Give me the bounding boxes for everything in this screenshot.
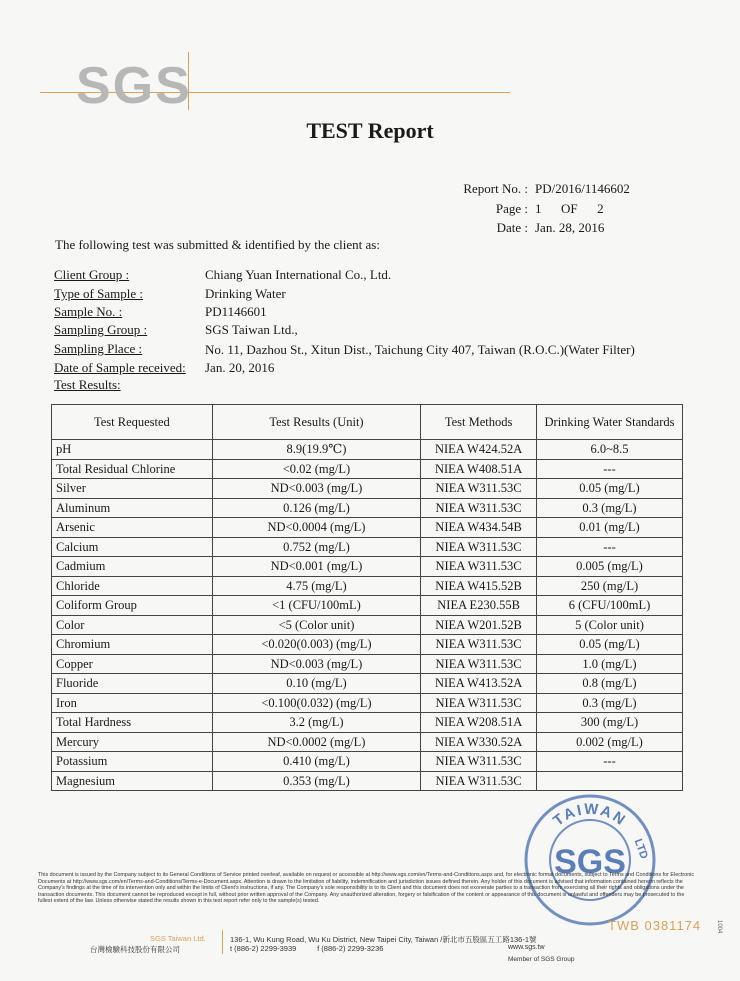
test-result-cell: 8.9(19.9℃) [212, 440, 420, 460]
table-row [52, 576, 683, 596]
standard-cell: 0.002 (mg/L) [537, 732, 683, 752]
table-row [52, 440, 683, 460]
table-row [52, 479, 683, 499]
table-header-row [52, 405, 683, 440]
test-method-cell: NIEA W434.54B [421, 518, 537, 538]
test-result-cell: ND<0.003 (mg/L) [212, 654, 420, 674]
test-name-cell: Fluoride [52, 674, 213, 694]
date-received-label: Date of Sample received: [54, 360, 186, 375]
test-method-cell: NIEA W311.53C [421, 771, 537, 791]
table-row [52, 713, 683, 733]
footer-company: SGS Taiwan Ltd. [150, 934, 206, 943]
header-test-requested: Test Requested [52, 405, 213, 440]
sgs-logo: SGS [76, 57, 192, 115]
table-row [52, 732, 683, 752]
test-method-cell: NIEA W311.53C [421, 557, 537, 577]
standard-cell: 0.01 (mg/L) [537, 518, 683, 538]
standard-cell: 0.8 (mg/L) [537, 674, 683, 694]
side-mark: 1004 [716, 920, 722, 934]
client-group-value: Chiang Yuan International Co., Ltd. [205, 267, 392, 282]
standard-cell: 0.3 (mg/L) [537, 693, 683, 713]
test-name-cell: pH [52, 440, 213, 460]
table-row [52, 557, 683, 577]
sampling-group-value: SGS Taiwan Ltd., [205, 322, 298, 337]
test-name-cell: Magnesium [52, 771, 213, 791]
test-name-cell: Calcium [52, 537, 213, 557]
sgs-taiwan-stamp [520, 790, 660, 930]
test-method-cell: NIEA W311.53C [421, 498, 537, 518]
test-result-cell: 0.126 (mg/L) [212, 498, 420, 518]
report-number-label: Report No. : [463, 181, 528, 196]
test-method-cell: NIEA W415.52B [421, 576, 537, 596]
test-result-cell: ND<0.003 (mg/L) [212, 479, 420, 499]
date-row [0, 220, 740, 238]
table-row [52, 518, 683, 538]
table-row [52, 537, 683, 557]
test-result-cell: 0.10 (mg/L) [212, 674, 420, 694]
header-test-methods: Test Methods [421, 405, 537, 440]
test-name-cell: Coliform Group [52, 596, 213, 616]
serial-number: TWB 0381174 [608, 918, 702, 933]
sample-type-label: Type of Sample : [54, 286, 143, 301]
test-name-cell: Chloride [52, 576, 213, 596]
table-row [52, 596, 683, 616]
date-value: Jan. 28, 2016 [535, 220, 605, 235]
standard-cell: 0.05 (mg/L) [537, 479, 683, 499]
client-group-label: Client Group : [54, 267, 130, 282]
test-method-cell: NIEA W311.53C [421, 693, 537, 713]
test-method-cell: NIEA E230.55B [421, 596, 537, 616]
standard-cell: 5 (Color unit) [537, 615, 683, 635]
intro-text: The following test was submitted & identified by the client as: [55, 237, 380, 252]
test-result-cell: <0.100(0.032) (mg/L) [212, 693, 420, 713]
svg-text:TAIWAN [550, 801, 630, 830]
test-result-cell: ND<0.0002 (mg/L) [212, 732, 420, 752]
footer-member: Member of SGS Group [508, 956, 575, 963]
test-name-cell: Total Hardness [52, 713, 213, 733]
test-name-cell: Potassium [52, 752, 213, 772]
table-row [52, 635, 683, 655]
sampling-place-label: Sampling Place : [54, 341, 143, 356]
standard-cell: 1.0 (mg/L) [537, 654, 683, 674]
test-result-cell: <1 (CFU/100mL) [212, 596, 420, 616]
test-method-cell: NIEA W311.53C [421, 635, 537, 655]
table-row [52, 498, 683, 518]
test-name-cell: Cadmium [52, 557, 213, 577]
table-row [52, 615, 683, 635]
standard-cell: 300 (mg/L) [537, 713, 683, 733]
table-row [52, 459, 683, 479]
test-result-cell: <5 (Color unit) [212, 615, 420, 635]
footer-disclaimer: This document is issued by the Company subject to its General Conditions of Service printed overleaf, available on request or accessible at http://www.sgs.com/en/Terms-and-Conditions.aspx and, for electronic format documents, subject to Terms and Conditions for Electronic Documents at http://www.sgs.com/en/Terms-and-Conditions/Terms-e-Document.aspx. Attention is drawn to the limitation of liability, indemnification and jurisdiction issues defined therein. Any holder of this document is advised that information contained hereon reflects the Company's findings at the time of its intervention only and within the limits of Client's instructions, if any. The Company's sole responsibility is to its Client and this document does not exonerate parties to a transaction from exercising all their rights and obligations under the transaction documents. This document cannot be reproduced except in full, without prior written approval of the Company. Any unauthorized alteration, forgery or falsification of the content or appearance of this document is unlawful and offenders may be prosecuted to the fullest extent of the law. Unless otherwise stated the results shown in this test report refer only to the sample(s) tested. [38, 872, 695, 905]
test-name-cell: Chromium [52, 635, 213, 655]
report-title: TEST Report [306, 118, 434, 143]
standard-cell: --- [537, 752, 683, 772]
test-result-cell: 0.353 (mg/L) [212, 771, 420, 791]
results-table [51, 404, 683, 791]
footer-address: 136-1, Wu Kung Road, Wu Ku District, New Taipei City, Taiwan /新北市五股區五工路136-1號 [230, 935, 537, 944]
test-result-cell: 0.410 (mg/L) [212, 752, 420, 772]
standard-cell: --- [537, 459, 683, 479]
page-row [0, 201, 740, 219]
test-name-cell: Color [52, 615, 213, 635]
test-result-cell: 4.75 (mg/L) [212, 576, 420, 596]
standard-cell: 0.3 (mg/L) [537, 498, 683, 518]
report-number-value: PD/2016/1146602 [535, 181, 630, 196]
test-method-cell: NIEA W208.51A [421, 713, 537, 733]
test-name-cell: Total Residual Chlorine [52, 459, 213, 479]
standard-cell: 250 (mg/L) [537, 576, 683, 596]
test-method-cell: NIEA W201.52B [421, 615, 537, 635]
test-result-cell: <0.02 (mg/L) [212, 459, 420, 479]
test-result-cell: <0.020(0.003) (mg/L) [212, 635, 420, 655]
stamp-side-text: LTD [631, 837, 650, 861]
standard-cell: 0.05 (mg/L) [537, 635, 683, 655]
test-result-cell: 3.2 (mg/L) [212, 713, 420, 733]
test-name-cell: Silver [52, 479, 213, 499]
test-method-cell: NIEA W311.53C [421, 654, 537, 674]
sample-no-label: Sample No. : [54, 304, 123, 319]
test-name-cell: Arsenic [52, 518, 213, 538]
table-row [52, 674, 683, 694]
page-label: Page : [495, 201, 528, 216]
test-method-cell: NIEA W311.53C [421, 479, 537, 499]
footer-phones: t (886-2) 2299-3939 f (886-2) 2299-3236 [230, 944, 384, 953]
test-method-cell: NIEA W424.52A [421, 440, 537, 460]
table-row [52, 654, 683, 674]
test-result-cell: ND<0.001 (mg/L) [212, 557, 420, 577]
footer-website: www.sgs.tw [508, 944, 545, 951]
footer-divider [222, 930, 223, 954]
date-label: Date : [496, 220, 528, 235]
test-method-cell: NIEA W311.53C [421, 537, 537, 557]
footer-company-chinese: 台灣檢驗科技股份有限公司 [90, 945, 180, 954]
sample-no-value: PD1146601 [205, 304, 267, 319]
sampling-place-value: No. 11, Dazhou St., Xitun Dist., Taichung City 407, Taiwan (R.O.C.)(Water Filter) [205, 342, 635, 357]
date-received-value: Jan. 20, 2016 [205, 360, 275, 375]
header-test-results: Test Results (Unit) [212, 405, 420, 440]
standard-cell: 0.005 (mg/L) [537, 557, 683, 577]
test-method-cell: NIEA W413.52A [421, 674, 537, 694]
standard-cell [537, 771, 683, 791]
page-value: 1 OF 2 [535, 201, 604, 216]
standard-cell: 6.0~8.5 [537, 440, 683, 460]
test-method-cell: NIEA W311.53C [421, 752, 537, 772]
standard-cell: --- [537, 537, 683, 557]
report-number-row [0, 181, 740, 199]
test-name-cell: Aluminum [52, 498, 213, 518]
test-result-cell: ND<0.0004 (mg/L) [212, 518, 420, 538]
stamp-center-text: SGS [554, 843, 626, 881]
header-standards: Drinking Water Standards [537, 405, 683, 440]
test-result-cell: 0.752 (mg/L) [212, 537, 420, 557]
sample-type-value: Drinking Water [205, 286, 286, 301]
test-name-cell: Mercury [52, 732, 213, 752]
test-name-cell: Iron [52, 693, 213, 713]
test-method-cell: NIEA W330.52A [421, 732, 537, 752]
test-name-cell: Copper [52, 654, 213, 674]
test-results-label: Test Results: [54, 377, 121, 392]
table-row [52, 771, 683, 791]
table-row [52, 693, 683, 713]
test-method-cell: NIEA W408.51A [421, 459, 537, 479]
standard-cell: 6 (CFU/100mL) [537, 596, 683, 616]
results-body [52, 440, 683, 791]
sampling-group-label: Sampling Group : [54, 322, 148, 337]
stamp-top-text: TAIWAN [550, 800, 630, 830]
table-row [52, 752, 683, 772]
